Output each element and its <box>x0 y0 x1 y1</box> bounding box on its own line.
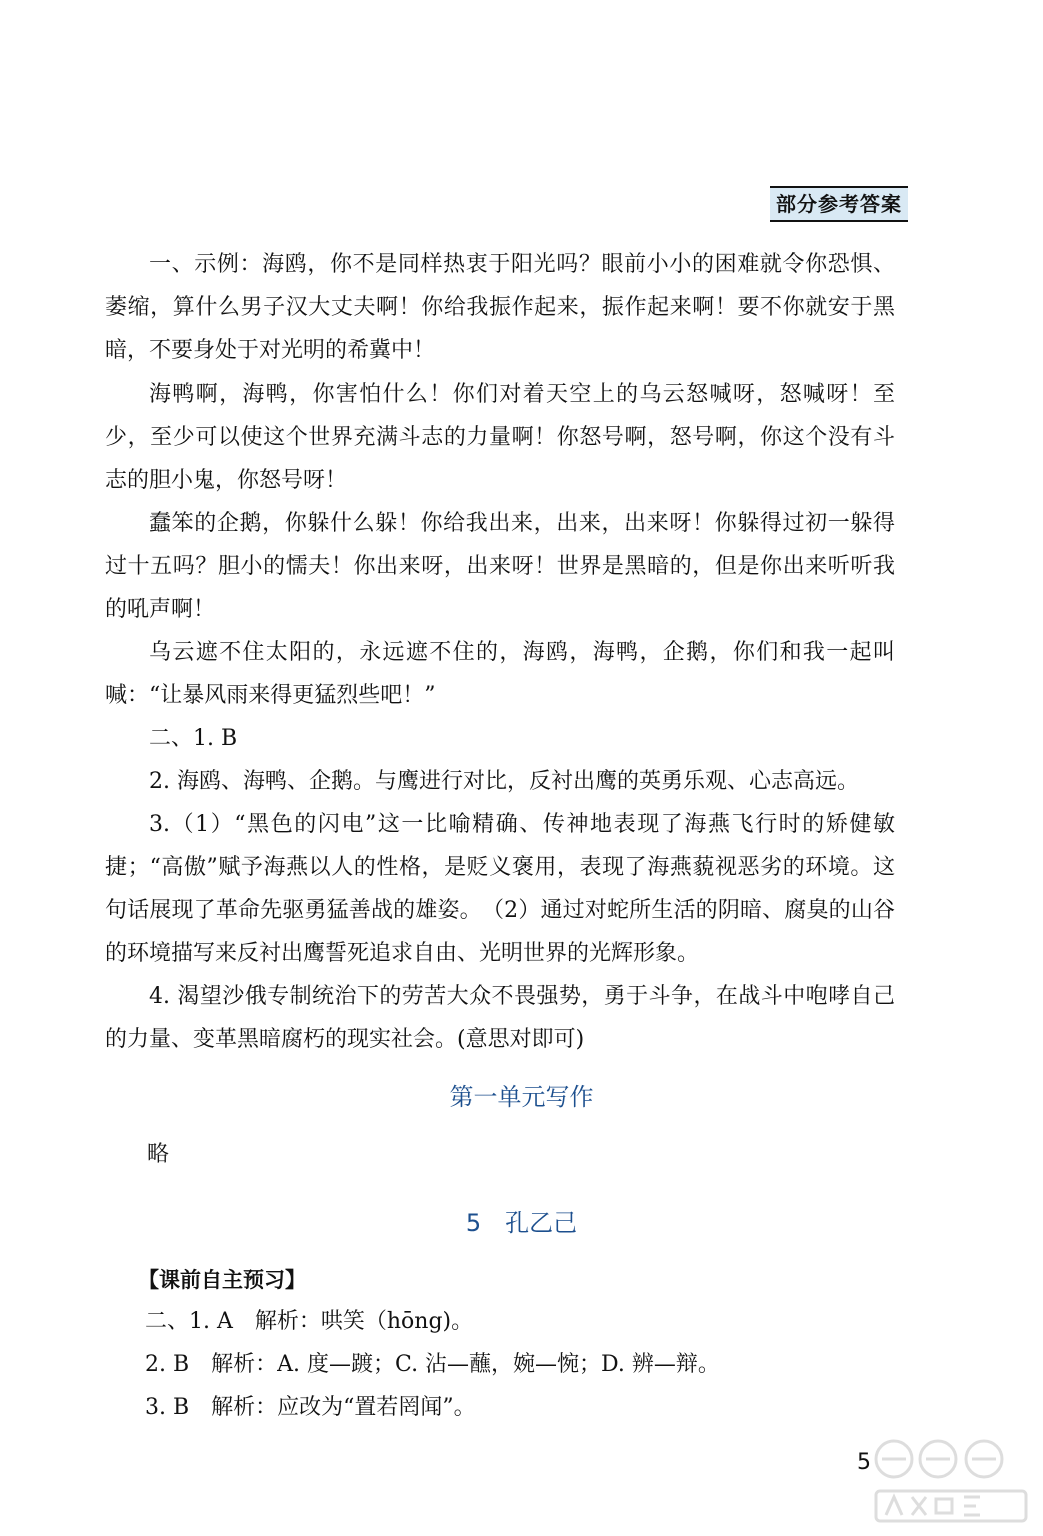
answer-item: 4. 渴望沙俄专制统治下的劳苦大众不畏强势，勇于斗争，在战斗中咆哮自己的力量、变革黑暗腐朽的现实社会。(意思对即可) <box>105 984 895 1052</box>
section-title-lesson: 5 孔乙己 <box>465 1209 578 1237</box>
preview-answer: 二、1. A 解析：哄笑（hōng)。 <box>145 1309 474 1334</box>
preview-answer: 3. B 解析：应改为“置若罔闻”。 <box>145 1395 476 1420</box>
header-tag: 部分参考答案 <box>770 186 908 222</box>
section-title-writing: 第一单元写作 <box>449 1083 594 1111</box>
preview-answer: 2. B 解析：A. 度—踱；C. 沾—蘸，婉—惋；D. 辨—辩。 <box>145 1352 720 1377</box>
writing-answer: 略 <box>147 1142 170 1167</box>
answer-paragraph: 海鸭啊，海鸭，你害怕什么！你们对着天空上的乌云怒喊呀，怒喊呀！至少，至少可以使这个世界充满斗志的力量啊！你怒号啊，怒号啊，你这个没有斗志的胆小鬼，你怒号呀！ <box>105 382 895 493</box>
answer-paragraph: 蠢笨的企鹅，你躲什么躲！你给我出来，出来，出来呀！你躲得过初一躲得过十五吗？胆小的懦夫！你出来呀，出来呀！世界是黑暗的，但是你出来听听我的吼声啊！ <box>105 511 895 622</box>
answer-item: 二、1. B <box>149 726 238 751</box>
answer-item: 2. 海鸥、海鸭、企鹅。与鹰进行对比，反衬出鹰的英勇乐观、心志高远。 <box>149 769 859 794</box>
answer-paragraph: 乌云遮不住太阳的，永远遮不住的，海鸥，海鸭，企鹅，你们和我一起叫喊：“让暴风雨来得更猛烈些吧！” <box>105 640 895 708</box>
answer-item: 3.（1）“黑色的闪电”这一比喻精确、传神地表现了海燕飞行时的矫健敏捷；“高傲”赋予海燕以人的性格，是贬义褒用，表现了海燕藐视恶劣的环境。这句话展现了革命先驱勇猛善战的雄姿。 （2）通过对蛇所生活的阴暗、腐臭的山谷的环境描写来反衬出鹰誓死追求自由、光明世界的光辉形象。 <box>105 812 895 966</box>
subheading: 【课前自主预习】 <box>138 1268 306 1292</box>
page-number: 5 <box>857 1450 871 1475</box>
watermark-logo <box>872 1435 1032 1527</box>
answer-paragraph: 一、示例：海鸥，你不是同样热衷于阳光吗？眼前小小的困难就令你恐惧、萎缩，算什么男子汉大丈夫啊！你给我振作起来，振作起来啊！要不你就安于黑暗，不要身处于对光明的希冀中！ <box>105 252 895 363</box>
